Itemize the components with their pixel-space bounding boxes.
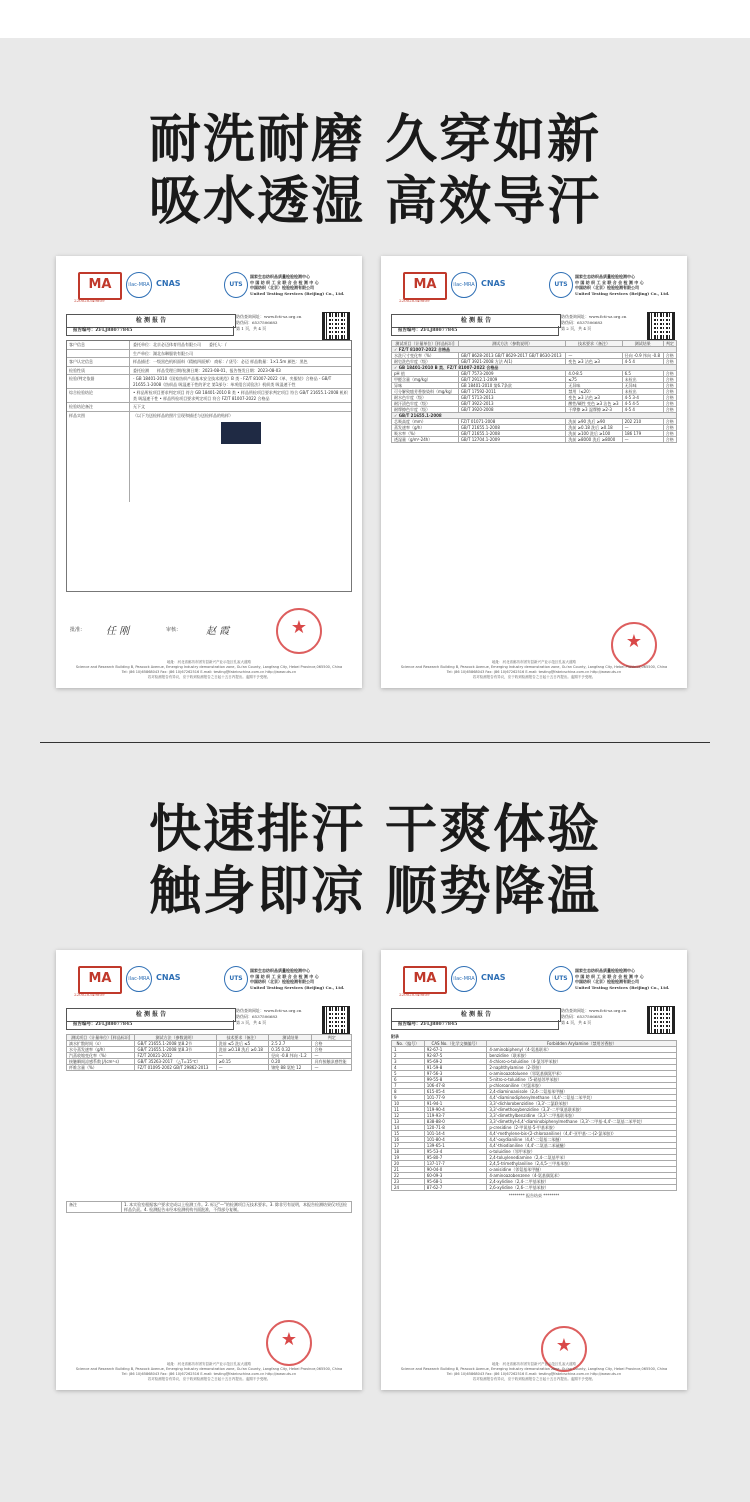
table-cell: 12 [392, 1112, 425, 1118]
table-cell: 酸性/碱性 变色 ≥3 沾色 ≥3 [566, 401, 622, 407]
table-cell: 1 [392, 1046, 425, 1052]
test-report-page-2 [381, 256, 687, 688]
anti-fake-info: 防伪查询网址：www.fcti-sz.org.cn 防伪码：6537506683 第 3 页，共 4 页 [236, 1008, 322, 1026]
table-cell: 838-88-0 [424, 1118, 487, 1124]
table-cell: 径向 -0.9 纬向 -0.8 [622, 353, 663, 359]
notes-table: 备注 1. 本实验室根据客户要求完成以上检测工作。2. 标记"—"的检测项目无技术要求。3. 除非另有说明，本报告检测结果仅对送检样品负责。4. 检测报告未经本检测机构书面批准，不得部分复制。 [66, 1201, 352, 1213]
table-cell: 耐皂洗色牢度（级） [392, 359, 459, 365]
cnas-logo: CNAS [156, 279, 181, 288]
table-header-cell: CAS No.（化学文摘编号） [424, 1040, 487, 1046]
table-header-cell: 测试项目（计量单位）[样品标识] [67, 1035, 135, 1041]
table-header-cell: 判定 [312, 1035, 352, 1041]
table-cell: 15 [392, 1130, 425, 1136]
table-cell: 合格 [663, 419, 676, 425]
table-cell: p-cresidine（2-甲氧基-5-甲基苯胺） [487, 1124, 677, 1130]
table-cell: 4-aminobiphenyl（4-氨基联苯） [487, 1046, 677, 1052]
institute-names: 国家生态纺织品质量检验检测中心 中 国 纺 织 工 业 联 合 会 检 测 中 心 中国纺织（北京）检验检测有限公司 United Testing Services (Beijing) Co., Ltd. [575, 274, 670, 296]
table-cell: 119-93-7 [424, 1112, 487, 1118]
table-cell: 5-nitro-o-toluidine（5-硝基邻甲苯胺） [487, 1076, 677, 1082]
table-cell: 18 [392, 1148, 425, 1154]
table-section-cell: ✓ GB 18401-2010 B 类、FZ/T 81007-2022 合格品 [392, 365, 677, 371]
table-cell: 95-53-4 [424, 1148, 487, 1154]
table-cell: 4-chloro-o-toluidine（4-氯邻甲苯胺） [487, 1058, 677, 1064]
results-table-wrap [66, 1034, 352, 1213]
table-cell: 无异味 [566, 383, 622, 389]
table-cell: 水洗尺寸变化率（%） [392, 353, 459, 359]
table-cell: GB/T 35263-2017 （△T=15℃） [135, 1059, 216, 1065]
table-cell: 4-5 3-4 [622, 395, 663, 401]
table-cell: 4.0-8.5 [566, 371, 622, 377]
table-cell: 2 [392, 1052, 425, 1058]
anti-fake-info: 防伪查询网址：www.fcti-sz.org.cn 防伪码：6537506683 第 2 页，共 4 页 [561, 314, 647, 332]
table-cell: 合格 [663, 377, 676, 383]
table-cell: 92-67-1 [424, 1046, 487, 1052]
table-cell: 92-87-5 [424, 1052, 487, 1058]
uts-logo: UTS [224, 966, 248, 992]
table-cell: 24 [392, 1184, 425, 1190]
table-cell: 洗前 ≥100 洗后 ≥100 [566, 431, 622, 437]
headline-durable: 耐洗耐磨 久穿如新 [148, 110, 602, 170]
table-cell: 变色 ≥3 沾色 ≥3 [566, 395, 622, 401]
official-seal [266, 1320, 312, 1366]
table-cell: 合格 [663, 425, 676, 431]
table-cell: 洗前 ≤5 洗后 ≤5 [216, 1041, 269, 1047]
table-cell: 6.5 [622, 371, 663, 377]
table-cell: GB/T 12704.1-2009 [458, 437, 566, 443]
table-cell: 芯吸高度（mm） [392, 419, 459, 425]
table-cell: 101-80-4 [424, 1136, 487, 1142]
report-title: 检 测 报 告 [391, 1008, 561, 1022]
section-divider [40, 742, 710, 743]
ilac-logo: ilac-MRA [126, 966, 152, 992]
institute-names: 国家生态纺织品质量检验检测中心 中 国 纺 织 工 业 联 合 会 检 测 中 心 中国纺织（北京）检验检测有限公司 United Testing Services (Beijing) Co., Ltd. [250, 968, 345, 990]
table-cell: p-chloroaniline（对氯苯胺） [487, 1082, 677, 1088]
page-indicator: 第 3 页，共 4 页 [236, 1020, 267, 1025]
page-indicator: 第 4 页，共 4 页 [561, 1020, 592, 1025]
results-table-wrap [391, 340, 677, 443]
table-cell: GB/T 17592-2011 [458, 389, 566, 395]
table-cell: o-aminoazotoluene（邻氨基偶氮甲苯） [487, 1070, 677, 1076]
table-section-cell: ✓ FZ/T 81007-2022 合格品 [392, 347, 677, 353]
table-cell: 合格 [312, 1047, 352, 1053]
table-cell: 9 [392, 1094, 425, 1100]
cma-number: 220020349809 [74, 992, 105, 997]
cma-logo: MA [78, 966, 122, 994]
table-cell: 蒸发速率（g/h） [392, 425, 459, 431]
table-cell: 11 [392, 1106, 425, 1112]
table-cell: 洗前 ≥0.18 洗后 ≥0.18 [566, 425, 622, 431]
table-row [392, 1184, 677, 1190]
test-report-page-4 [381, 950, 687, 1390]
table-cell: GB/T 5713-2013 [458, 395, 566, 401]
table-cell: GB/T 3922-2013 [458, 401, 566, 407]
ilac-logo: ilac-MRA [126, 272, 152, 298]
table-cell: 119-90-4 [424, 1106, 487, 1112]
table-header-cell: 技术要求（备注） [216, 1035, 269, 1041]
report-title: 检 测 报 告 [391, 314, 561, 328]
table-cell: benzidine（联苯胺） [487, 1052, 677, 1058]
table-cell: — [216, 1053, 269, 1059]
cma-logo: MA [403, 966, 447, 994]
qr-code [647, 1006, 675, 1034]
table-cell: 4-aminoazobenzene（4-氨基偶氮苯） [487, 1172, 677, 1178]
table-cell: 4 [392, 1064, 425, 1070]
qr-code [647, 312, 675, 340]
cnas-logo: CNAS [481, 279, 506, 288]
report-title: 检 测 报 告 [66, 314, 236, 328]
table-cell: 具有接触凉感性能 [312, 1059, 352, 1065]
table-cell: 23 [392, 1178, 425, 1184]
table-cell: 干摩擦 ≥3 湿摩擦 ≥2-3 [566, 407, 622, 413]
table-cell: 95-68-1 [424, 1178, 487, 1184]
report-number: 报告编号：ZFLJ88077845 [66, 326, 234, 336]
table-cell: 吸水率（%） [392, 431, 459, 437]
qr-code [322, 312, 350, 340]
cnas-logo: CNAS [156, 973, 181, 982]
table-cell: 合格 [663, 407, 676, 413]
cma-number: 220020349809 [399, 992, 430, 997]
table-cell: 14 [392, 1124, 425, 1130]
table-cell: 合格 [663, 353, 676, 359]
table-cell: 3 [392, 1058, 425, 1064]
table-cell: 3,3'-dimethylbenzidine（3,3'-二甲基联苯胺） [487, 1112, 677, 1118]
table-cell: 202 210 [622, 419, 663, 425]
table-cell: FZ/T 01095-2002 GB/T 29862-2013 [135, 1065, 216, 1071]
table-cell: GB/T 21655.1-2008 第8.2节 [135, 1041, 216, 1047]
arylamine-table-wrap [391, 1034, 677, 1198]
cma-logo: MA [78, 272, 122, 300]
table-cell: 4-5 4 [622, 359, 663, 365]
table-cell: 99-55-8 [424, 1076, 487, 1082]
table-cell: 耐汗渍色牢度（级） [392, 401, 459, 407]
table-cell: 101-14-4 [424, 1130, 487, 1136]
table-cell: 16 [392, 1136, 425, 1142]
table-cell: ≤75 [566, 377, 622, 383]
official-seal [276, 608, 322, 654]
report-body: 客户信息 委托单位：北京必迈体育用品有限公司 委托人：/ 生产单位：湖北东琳服装有限公司 客户认定信息 样品描述：一级黑色机织面料（精梳四面弹） 商标：/ 货号：必迈 样品数量：1×1.5m 颜色：黑色 检验性质 委托检测 样品受理日期/检测日期：2023-08-01，报告签发日期：2023-08-03 检验/判定依据 - GB 18401-2010《国家纺织产品基本安全技术规范》B 类 - FZ/T 81007-2022《单、夹服装》合格品 - GB/T 21655.1-2008《纺织品 吸湿速干性的评定 第1部分：单项组合试验法》机织类 吸湿速干性 综合检验结论 • 样品所检项目要求判定项目 符合 GB 18401-2010 B 类 • 样品所检项目要求判定项目 符合 GB/T 21655.1-2008 机织类 吸湿速干性 • 样品所检项目要求判定项目 符合 FZ/T 81007-2022 合格品 检验结论备注 无下文 样品实图 （以下为送检样品的照片呈现和描述与送检样品的贴样） [66, 340, 352, 592]
report-header [389, 270, 679, 306]
table-cell: — [312, 1053, 352, 1059]
table-cell: pH 值 [392, 371, 459, 377]
table-cell: 106-47-8 [424, 1082, 487, 1088]
table-cell: 3,3'-dimethoxybenzidine（3,3'-二甲氧基联苯胺） [487, 1106, 677, 1112]
table-cell: 10 [392, 1100, 425, 1106]
table-cell: 91-94-1 [424, 1100, 487, 1106]
headline-quick-dry: 快速排汗 干爽体验 [148, 800, 602, 860]
table-cell: GB/T 21655.1-2008 [458, 425, 566, 431]
table-cell: GB/T 7573-2009 [458, 371, 566, 377]
table-cell: 13 [392, 1118, 425, 1124]
cnas-logo: CNAS [481, 973, 506, 982]
table-cell: 20 [392, 1160, 425, 1166]
table-cell: 合格 [663, 359, 676, 365]
uts-logo: UTS [549, 966, 573, 992]
report-header [64, 964, 354, 1000]
test-report-page-3 [56, 950, 362, 1390]
table-cell: 径向 -0.8 纬向 -1.2 [269, 1053, 312, 1059]
results-table [66, 1034, 352, 1071]
table-header-cell: 技术要求（备注） [566, 341, 622, 347]
page-indicator: 第 1 页，共 4 页 [236, 326, 267, 331]
headline-cooling: 触身即凉 顺势降温 [148, 862, 602, 922]
report-number: 报告编号：ZFLJ88077845 [66, 1020, 234, 1030]
approver-signature: 任 刚 [106, 626, 130, 637]
report-header [389, 964, 679, 1000]
table-cell: GB/T 3921-2008 方法 A(1) [458, 359, 566, 365]
table-cell: 4,4'-diaminodiphenylmethane（4,4'-二氨基二苯甲烷） [487, 1094, 677, 1100]
table-cell: 120-71-8 [424, 1124, 487, 1130]
table-cell: 3,3'-dimethyl-4,4'-diaminobiphenylmethane（3,3'-二甲基-4,4'-二氨基二苯甲烷） [487, 1118, 677, 1124]
table-cell: 禁用（≤20） [566, 389, 622, 395]
reviewer-signature: 赵 霞 [206, 626, 230, 637]
uts-logo: UTS [224, 272, 248, 298]
uts-logo: UTS [549, 272, 573, 298]
table-cell: 合格 [663, 437, 676, 443]
table-header-cell: Forbidden Arylamine（禁用芳香胺） [487, 1040, 677, 1046]
table-cell: 纤维含量（%） [67, 1065, 135, 1071]
table-cell: 4,4'-oxydianiline（4,4'-二氨基二苯醚） [487, 1136, 677, 1142]
table-row [392, 437, 677, 443]
table-cell: 2,4,5-trimethylaniline（2,4,5-三甲基苯胺） [487, 1160, 677, 1166]
table-cell: 91-59-8 [424, 1064, 487, 1070]
table-cell: 滴水扩散时间（s） [67, 1041, 135, 1047]
table-cell: ≥0.15 [216, 1059, 269, 1065]
table-cell: 合格 [663, 431, 676, 437]
table-cell: o-anisidine（邻氨基苯甲醚） [487, 1166, 677, 1172]
table-cell: 2,4-toluylenediamine（2,4-二氨基甲苯） [487, 1154, 677, 1160]
table-cell: 未检出 [622, 389, 663, 395]
table-cell: 锦纶 88 氨纶 12 [269, 1065, 312, 1071]
report-number: 报告编号：ZFLJ88077845 [391, 1020, 559, 1030]
fabric-sample-swatch [221, 422, 261, 444]
table-cell: 合格 [663, 383, 676, 389]
report-footer: 地址：河北省廊坊市固安县新兴产业示范区孔雀大道路 Science and Research Building B, Peacock Avenue, Emerging Industry demonstration zone, Gu'an County, Langfang City, Hebei Province,065500, China Tel: (86 10)65868043 Fax: (86 10)67262516 E-mail: testing@fabricschina.com.cn http://www.uts.cn 若对检测报告有异议，应于收到检测报告之日起十五日内提出。逾期不予受理。 [400, 660, 668, 679]
table-header-cell: 判定 [663, 341, 676, 347]
table-cell: 3,3'-dichlorobenzidine（3,3'-二氯联苯胺） [487, 1100, 677, 1106]
table-cell: 2-naphthylamine（2-萘胺） [487, 1064, 677, 1070]
table-cell: 合格 [663, 401, 676, 407]
table-header-cell: 测试方法（参数说明） [135, 1035, 216, 1041]
table-cell: 耐水色牢度（级） [392, 395, 459, 401]
table-cell: 97-56-3 [424, 1070, 487, 1076]
ilac-logo: ilac-MRA [451, 966, 477, 992]
table-cell: GB 18401-2010 第6.7条款 [458, 383, 566, 389]
table-cell: 137-17-7 [424, 1160, 487, 1166]
table-cell: 4,4'-thiodianiline（4,4'-二氨基二苯硫醚） [487, 1142, 677, 1148]
table-cell: 2,4-diaminoanisole（2,4-二氨基苯甲醚） [487, 1088, 677, 1094]
table-cell: — [566, 353, 622, 359]
table-cell: 2,6-xylidine（2,6-二甲基苯胺） [487, 1184, 677, 1190]
table-header-cell: No.（编号） [392, 1040, 425, 1046]
table-cell: — [622, 425, 663, 431]
reviewer-label: 审核： [166, 627, 182, 633]
table-cell: 洗前 ≥0.18 洗后 ≥0.18 [216, 1047, 269, 1053]
table-header-cell: 测试方法（参数说明） [458, 341, 566, 347]
table-row [392, 1118, 677, 1124]
table-cell: 6 [392, 1076, 425, 1082]
table-cell: 17 [392, 1142, 425, 1148]
table-cell: 合格 [663, 395, 676, 401]
anti-fake-info: 防伪查询网址：www.fcti-sz.org.cn 防伪码：6537506683 第 1 页，共 4 页 [236, 314, 322, 332]
arylamine-table [391, 1040, 677, 1191]
table-header-cell: 测试结果 [269, 1035, 312, 1041]
report-end-mark: ******** 报告结束 ******** [508, 1192, 560, 1198]
anti-fake-info: 防伪查询网址：www.fcti-sz.org.cn 防伪码：6537506683 第 4 页，共 4 页 [561, 1008, 647, 1026]
table-cell: 95-69-2 [424, 1058, 487, 1064]
table-cell: 变色 ≥3 沾色 ≥3 [566, 359, 622, 365]
table-cell: 4-5 4 [622, 407, 663, 413]
ilac-logo: ilac-MRA [451, 272, 477, 298]
table-cell: 可分解致癌芳香胺染料（mg/kg） [392, 389, 459, 395]
table-cell: 0.35 0.32 [269, 1047, 312, 1053]
table-cell: 87-62-7 [424, 1184, 487, 1190]
page-indicator: 第 2 页，共 4 页 [561, 326, 592, 331]
table-cell: GB/T 21655.1-2008 [458, 431, 566, 437]
table-cell: 186 179 [622, 431, 663, 437]
table-cell: GB/T 3920-2008 [458, 407, 566, 413]
table-header-cell: 测试项目（计量单位）[样品标识] [392, 341, 459, 347]
table-row [67, 1065, 352, 1071]
table-cell: o-toluidine（邻甲苯胺） [487, 1148, 677, 1154]
table-cell: FZ/T 01071-2008 [458, 419, 566, 425]
appendix-title: 附录 [391, 1034, 399, 1039]
cma-number: 220020349809 [399, 298, 430, 303]
table-cell: FZ/T 20021-2012 [135, 1053, 216, 1059]
report-footer: 地址：河北省廊坊市固安县新兴产业示范区孔雀大道路 Science and Research Building B, Peacock Avenue, Emerging Industry demonstration zone, Gu'an County, Langfang City, Hebei Province,065500, China Tel: (86 10)65868043 Fax: (86 10)67262516 E-mail: testing@fabricschina.com.cn http://www.uts.cn 若对检测报告有异议，应于收到检测报告之日起十五日内提出。逾期不予受理。 [75, 660, 343, 679]
report-title: 检 测 报 告 [66, 1008, 236, 1022]
approver-label: 批准： [70, 627, 86, 633]
table-cell: GB/T 21655.1-2008 第8.3节 [135, 1047, 216, 1053]
table-cell: 异味 [392, 383, 459, 389]
table-cell: 未检出 [622, 377, 663, 383]
table-cell: 4-5 4-5 [622, 401, 663, 407]
top-white-band [0, 0, 750, 38]
table-cell: — [216, 1065, 269, 1071]
table-cell: 0.20 [269, 1059, 312, 1065]
table-cell: GB/T 8628-2013 GB/T 8629-2017 GB/T 8630-2013 [458, 353, 566, 359]
table-cell: 汽蒸收缩变化率（%） [67, 1053, 135, 1059]
table-cell: 22 [392, 1172, 425, 1178]
table-cell: 5 [392, 1070, 425, 1076]
table-cell: 耐摩擦色牢度（级） [392, 407, 459, 413]
table-cell: — [312, 1065, 352, 1071]
table-cell: 101-77-9 [424, 1094, 487, 1100]
table-cell: 接触瞬间凉感系数 J/(cm²·s) [67, 1059, 135, 1065]
institute-names: 国家生态纺织品质量检验检测中心 中 国 纺 织 工 业 联 合 会 检 测 中 心 中国纺织（北京）检验检测有限公司 United Testing Services (Beijing) Co., Ltd. [250, 274, 345, 296]
table-cell: 合格 [312, 1041, 352, 1047]
table-cell: 2,4-xylidine（2,4-二甲基苯胺） [487, 1178, 677, 1184]
table-cell: — [622, 437, 663, 443]
test-report-page-1 [56, 256, 362, 688]
table-cell: 615-05-4 [424, 1088, 487, 1094]
table-header-cell: 测试结果 [622, 341, 663, 347]
table-cell: 139-65-1 [424, 1142, 487, 1148]
table-cell: GB/T 2912.1-2009 [458, 377, 566, 383]
table-cell: 洗前 ≥8000 洗后 ≥8000 [566, 437, 622, 443]
report-footer: 地址：河北省廊坊市固安县新兴产业示范区孔雀大道路 Science and Research Building B, Peacock Avenue, Emerging Industry demonstration zone, Gu'an County, Langfang City, Hebei Province,065500, China Tel: (86 10)65868043 Fax: (86 10)67262516 E-mail: testing@fabricschina.com.cn http://www.uts.cn 若对检测报告有异议，应于收到检测报告之日起十五日内提出。逾期不予受理。 [75, 1362, 343, 1381]
table-section-cell: ✓ GB/T 21655.1-2008 [392, 413, 677, 419]
table-cell: 透湿量（g/m²·24h） [392, 437, 459, 443]
cma-logo: MA [403, 272, 447, 300]
table-cell: 60-09-3 [424, 1172, 487, 1178]
table-cell: 7 [392, 1082, 425, 1088]
report-footer: 地址：河北省廊坊市固安县新兴产业示范区孔雀大道路 Science and Research Building B, Peacock Avenue, Emerging Industry demonstration zone, Gu'an County, Langfang City, Hebei Province,065500, China Tel: (86 10)65868043 Fax: (86 10)67262516 E-mail: testing@fabricschina.com.cn http://www.uts.cn 若对检测报告有异议，应于收到检测报告之日起十五日内提出。逾期不予受理。 [400, 1362, 668, 1381]
table-cell: 95-80-7 [424, 1154, 487, 1160]
table-cell: 合格 [663, 389, 676, 395]
table-cell: 8 [392, 1088, 425, 1094]
table-cell: 甲醛含量（mg/kg） [392, 377, 459, 383]
table-cell: 合格 [663, 371, 676, 377]
table-cell: 洗前 ≥90 洗后 ≥90 [566, 419, 622, 425]
qr-code [322, 1006, 350, 1034]
results-table [391, 340, 677, 443]
institute-names: 国家生态纺织品质量检验检测中心 中 国 纺 织 工 业 联 合 会 检 测 中 心 中国纺织（北京）检验检测有限公司 United Testing Services (Beijing) Co., Ltd. [575, 968, 670, 990]
table-cell: 19 [392, 1154, 425, 1160]
report-header [64, 270, 354, 306]
table-cell: 4,4'-methylene-bis-(2-chloroaniline)（4,4'-亚甲基-二-(2-氯苯胺)） [487, 1130, 677, 1136]
table-cell: 水分蒸发速率（g/h） [67, 1047, 135, 1053]
table-cell: 21 [392, 1166, 425, 1172]
table-cell: 无异味 [622, 383, 663, 389]
table-cell: 90-04-0 [424, 1166, 487, 1172]
cma-number: 220020349809 [74, 298, 105, 303]
headline-wicking: 吸水透湿 高效导汗 [148, 172, 602, 232]
report-number: 报告编号：ZFLJ88077845 [391, 326, 559, 336]
table-cell: 2.5 2.7 [269, 1041, 312, 1047]
